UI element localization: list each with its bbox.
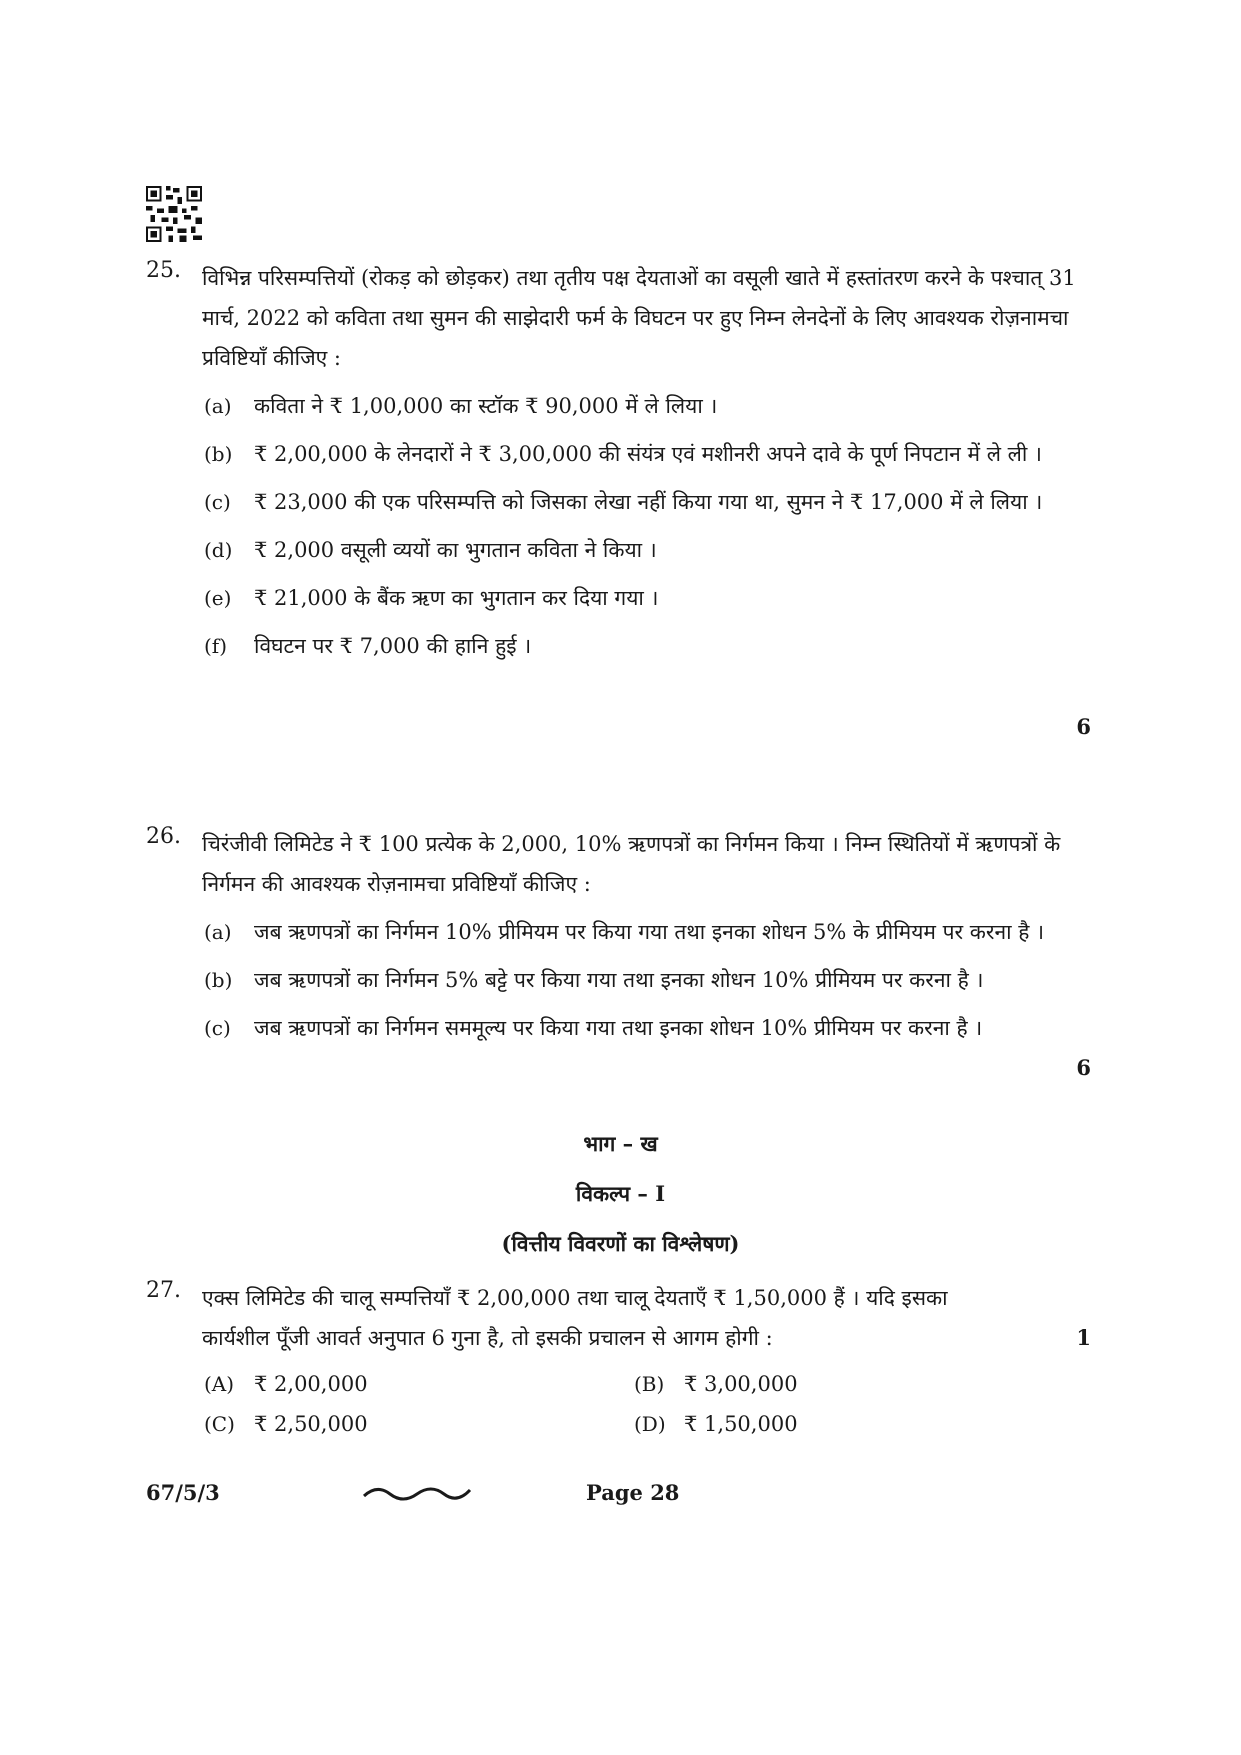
question-number: 25.	[146, 258, 181, 283]
item-text: जब ऋणपत्रों का निर्गमन 5% बट्टे पर किया गया तथा इनका शोधन 10% प्रीमियम पर करना है ।	[254, 968, 984, 992]
item-text: ₹ 21,000 के बैंक ऋण का भुगतान कर दिया गया ।	[254, 586, 659, 610]
question-25	[146, 258, 1081, 674]
item-text: ₹ 2,000 वसूली व्ययों का भुगतान कविता ने किया ।	[254, 538, 657, 562]
option-text: ₹ 3,00,000	[684, 1372, 798, 1396]
list-item	[204, 578, 1081, 618]
sub-items	[204, 386, 1081, 666]
item-label: (e)	[204, 586, 232, 610]
section-option: विकल्प – I	[575, 1181, 666, 1206]
wave-ornament-icon	[362, 1484, 472, 1502]
marks-q25: 6	[1076, 714, 1091, 739]
section-subtitle: (वित्तीय विवरणों का विश्लेषण)	[501, 1231, 740, 1256]
question-27	[146, 1278, 1081, 1358]
option-text: ₹ 2,00,000	[254, 1372, 368, 1396]
option-label: (C)	[204, 1412, 235, 1436]
item-label: (c)	[204, 1016, 231, 1040]
item-label: (b)	[204, 968, 233, 992]
item-text: जब ऋणपत्रों का निर्गमन 10% प्रीमियम पर किया गया तथा इनका शोधन 5% के प्रीमियम पर करना है ।	[254, 920, 1045, 944]
sub-items	[204, 912, 1081, 1048]
option-text: ₹ 2,50,000	[254, 1412, 368, 1436]
item-text: जब ऋणपत्रों का निर्गमन सममूल्य पर किया गया तथा इनका शोधन 10% प्रीमियम पर करना है ।	[254, 1016, 983, 1040]
page-number: Page 28	[586, 1480, 680, 1505]
option-d	[634, 1412, 798, 1436]
marks-q26: 6	[1076, 1055, 1091, 1080]
list-item	[204, 912, 1081, 952]
item-label: (a)	[204, 920, 232, 944]
option-label: (A)	[204, 1372, 235, 1396]
option-b	[634, 1372, 798, 1396]
list-item	[204, 386, 1081, 426]
item-text: विघटन पर ₹ 7,000 की हानि हुई ।	[254, 634, 532, 658]
item-label: (f)	[204, 634, 228, 658]
question-text: चिरंजीवी लिमिटेड ने ₹ 100 प्रत्येक के 2,000, 10% ऋणपत्रों का निर्गमन किया । निम्न स्थितियों में ऋणपत्रों के निर्गमन की आवश्यक रोज़नामचा प्रविष्टियाँ कीजिए :	[202, 832, 1061, 896]
list-item	[204, 626, 1081, 666]
question-number: 27.	[146, 1278, 181, 1303]
list-item	[204, 1008, 1081, 1048]
item-text: ₹ 23,000 की एक परिसम्पत्ति को जिसका लेखा नहीं किया गया था, सुमन ने ₹ 17,000 में ले लिया ।	[254, 490, 1043, 514]
list-item	[204, 434, 1081, 474]
question-number: 26.	[146, 824, 181, 849]
question-text: विभिन्न परिसम्पत्तियों (रोकड़ को छोड़कर) तथा तृतीय पक्ष देयताओं का वसूली खाते में हस्तांतरण करने के पश्चात् 31 मार्च, 2022 को कविता तथा सुमन की साझेदारी फर्म के विघटन पर हुए निम्न लेनदेनों के लिए आवश्यक रोज़नामचा प्रविष्टियाँ कीजिए :	[202, 266, 1076, 370]
question-26	[146, 824, 1081, 1056]
option-a	[204, 1372, 368, 1396]
item-text: कविता ने ₹ 1,00,000 का स्टॉक ₹ 90,000 में ले लिया ।	[254, 394, 718, 418]
item-label: (d)	[204, 538, 233, 562]
marks-q27: 1	[1076, 1325, 1091, 1350]
item-label: (c)	[204, 490, 231, 514]
option-label: (D)	[634, 1412, 666, 1436]
option-text: ₹ 1,50,000	[684, 1412, 798, 1436]
item-label: (b)	[204, 442, 233, 466]
option-label: (B)	[634, 1372, 665, 1396]
qr-code-icon	[146, 186, 202, 242]
section-part: भाग – ख	[583, 1131, 658, 1156]
item-label: (a)	[204, 394, 232, 418]
list-item	[204, 482, 1081, 522]
paper-code: 67/5/3	[146, 1480, 220, 1505]
option-c	[204, 1412, 368, 1436]
list-item	[204, 530, 1081, 570]
item-text: ₹ 2,00,000 के लेनदारों ने ₹ 3,00,000 की संयंत्र एवं मशीनरी अपने दावे के पूर्ण निपटान में ले ली ।	[254, 442, 1042, 466]
question-text: एक्स लिमिटेड की चालू सम्पत्तियाँ ₹ 2,00,000 तथा चालू देयताएँ ₹ 1,50,000 हैं । यदि इसका कार्यशील पूँजी आवर्त अनुपात 6 गुना है, तो इसकी प्रचालन से आगम होगी :	[202, 1286, 948, 1350]
list-item	[204, 960, 1081, 1000]
